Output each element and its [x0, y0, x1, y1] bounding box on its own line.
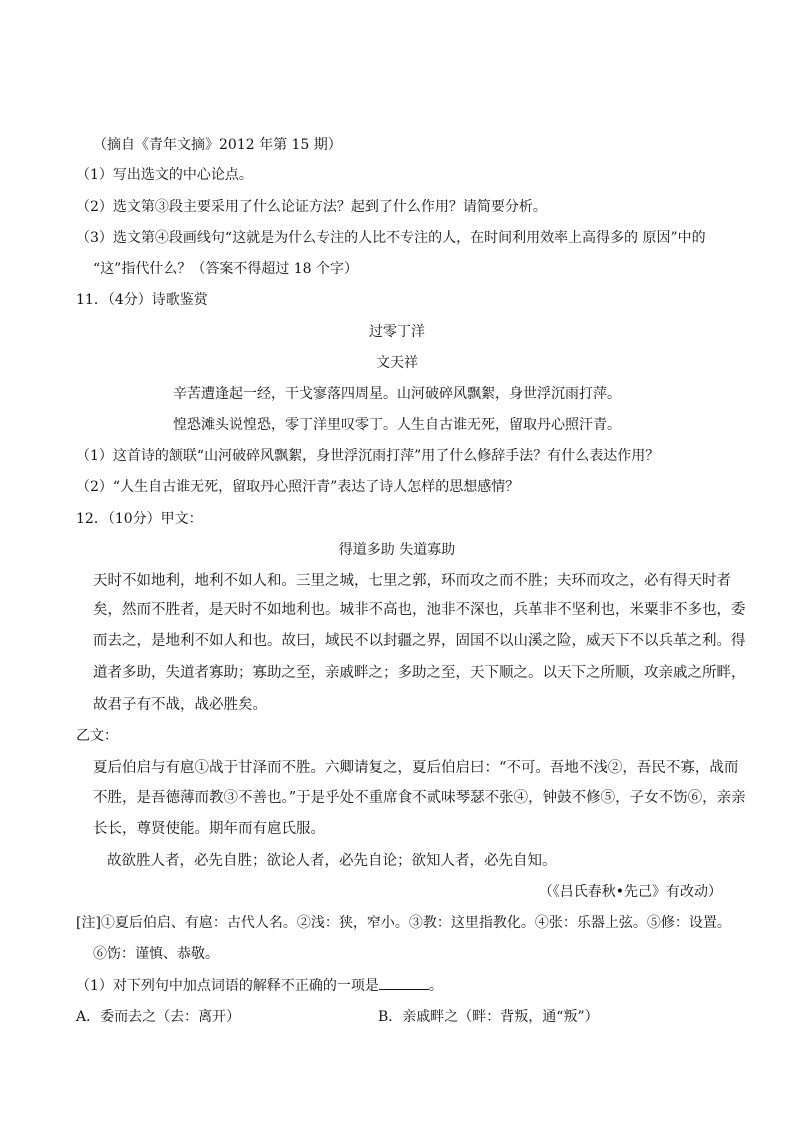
- poem-line-2: 惶恐滩头说惶恐，零丁洋里叹零丁。人生自古谁无死，留取丹心照汗青。: [173, 417, 621, 433]
- source-line: （摘自《青年文摘》2012 年第 15 期）: [93, 137, 342, 153]
- yi-source: （《吕氏春秋•先己》有改动）: [538, 884, 722, 900]
- q10-sub1: （1）写出选文的中心论点。: [76, 167, 253, 183]
- option-a: A．委而去之（去：离开）: [76, 1009, 241, 1025]
- yi-line: 不胜，是吾德薄而教③不善也。”于是乎处不重席食不贰味琴瑟不张④，钟鼓不修⑤，子女不饬⑥，亲亲: [93, 790, 746, 806]
- note-line-1: [注]①夏后伯启、有扈：古代人名。②浅：狭，窄小。③教：这里指教化。④张：乐器上弦。⑤修：设置。: [76, 915, 731, 931]
- q11-header: 11．（4分）诗歌鉴赏: [76, 292, 208, 308]
- jia-line: 故君子有不战，战必胜矣。: [93, 697, 267, 713]
- q12-sub1: [76, 977, 443, 995]
- jia-line: 天时不如地利，地利不如人和。三里之城，七里之郭，环而攻之而不胜；夫环而攻之，必有得天时者: [93, 573, 731, 589]
- q12-header: 12．（10分）甲文：: [76, 511, 203, 527]
- yi-line: 长长，尊贤使能。期年而有扈氏服。: [93, 821, 325, 837]
- jia-line: 而去之，是地利不如人和也。故曰，域民不以封疆之界，固国不以山溪之险，威天下不以兵革之利。得: [93, 633, 746, 649]
- jia-line: 矣，然而不胜者，是天时不如地利也。城非不高也，池非不深也，兵革非不坚利也，米粟非不多也，委: [93, 602, 746, 618]
- q11-sub2: （2）“人生自古谁无死，留取丹心照汗青”表达了诗人怎样的思想感情？: [76, 479, 520, 495]
- yi-line: 夏后伯启与有扈①战于甘泽而不胜。六卿请复之，夏后伯启曰：“不可。吾地不浅②，吾民不寡，战而: [93, 760, 739, 776]
- note-line-2: ⑥饬：谨慎、恭敬。: [93, 946, 219, 962]
- q12-sub1-text: （1）对下列句中加点词语的解释不正确的一项是: [76, 978, 379, 994]
- q10-sub3-line1: （3）选文第④段画线句“这就是为什么专注的人比不专注的人，在时间利用效率上高得多的 原因”中的: [76, 230, 706, 246]
- option-b: B．亲戚畔之（畔：背叛，通“叛”）: [378, 1009, 599, 1025]
- jia-title: 得道多助 失道寡助: [338, 542, 456, 558]
- q11-sub1: （1）这首诗的颔联“山河破碎风飘絮，身世浮沉雨打萍”用了什么修辞手法？有什么表达作用？: [76, 448, 660, 464]
- q10-sub2: （2）选文第③段主要采用了什么论证方法？起到了什么作用？请简要分析。: [76, 199, 547, 215]
- q10-sub3-line2: “这”指代什么？（答案不得超过 18 个字）: [93, 261, 359, 277]
- yi-label: 乙文：: [76, 728, 118, 744]
- jia-line: 道者多助，失道者寡助；寡助之至，亲戚畔之；多助之至，天下顺之。以天下之所顺，攻亲戚之所畔，: [93, 665, 746, 681]
- q12-sub1-end: 。: [428, 978, 443, 994]
- poem-author: 文天祥: [376, 355, 418, 371]
- poem-title: 过零丁洋: [369, 324, 425, 340]
- answer-blank[interactable]: [379, 977, 429, 990]
- poem-line-1: 辛苦遭逢起一经，干戈寥落四周星。山河破碎风飘絮，身世浮沉雨打萍。: [173, 386, 621, 402]
- yi-line: 故欲胜人者，必先自胜；欲论人者，必先自论；欲知人者，必先自知。: [107, 853, 557, 869]
